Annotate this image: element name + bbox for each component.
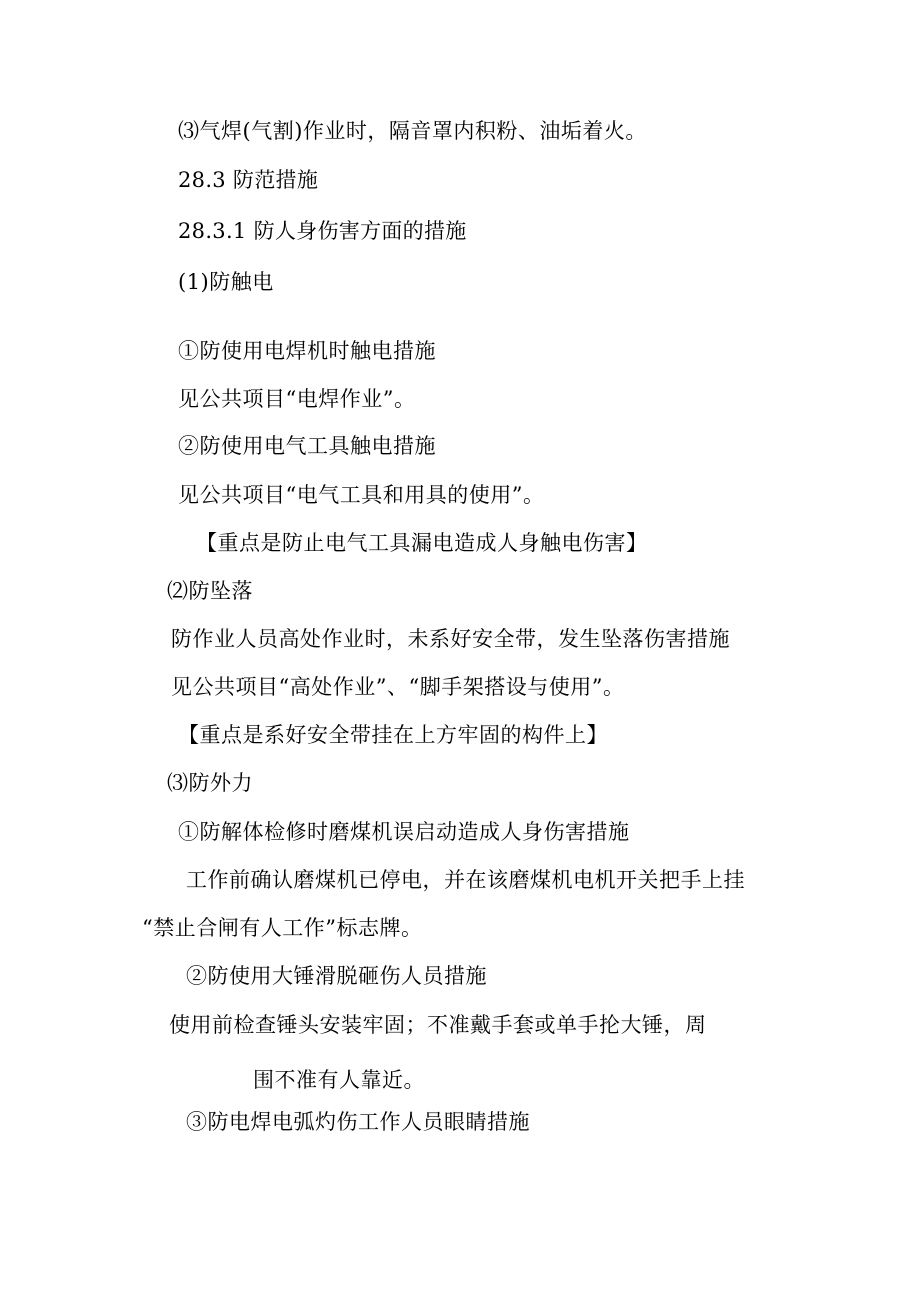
text-line: 见公共项目“电气工具和用具的使用”。 <box>178 483 545 507</box>
subsection-heading: 28.3.1 防人身伤害方面的措施 <box>178 219 467 243</box>
key-point-note: 【重点是系好安全带挂在上方牢固的构件上】 <box>178 723 608 747</box>
measure-heading: ①防解体检修时磨煤机误启动造成人身伤害措施 <box>178 820 630 844</box>
measure-heading: ②防使用电气工具触电措施 <box>178 434 436 458</box>
text-line: 工作前确认磨煤机已停电，并在该磨煤机电机开关把手上挂 <box>186 868 745 892</box>
text-line: 使用前检查锤头安装牢固；不准戴手套或单手抡大锤，周 <box>169 1013 707 1037</box>
text-line: “禁止合闸有人工作”标志牌。 <box>142 916 423 940</box>
item-heading: ⑵防坠落 <box>167 579 253 603</box>
section-heading: 28.3 防范措施 <box>178 168 319 192</box>
item-heading: ⑶防外力 <box>167 771 253 795</box>
text-line: 围不准有人靠近。 <box>253 1068 425 1092</box>
measure-heading: ②防使用大锤滑脱砸伤人员措施 <box>186 964 487 988</box>
measure-heading: ①防使用电焊机时触电措施 <box>178 339 436 363</box>
text-line: ⑶气焊(气割)作业时，隔音罩内积粉、油垢着火。 <box>178 119 647 143</box>
measure-heading: ③防电焊电弧灼伤工作人员眼睛措施 <box>186 1110 530 1134</box>
text-line: 见公共项目“电焊作业”。 <box>178 387 416 411</box>
key-point-note: 【重点是防止电气工具漏电造成人身触电伤害】 <box>196 531 648 555</box>
item-heading: (1)防触电 <box>178 270 274 294</box>
text-line: 见公共项目“高处作业”、“脚手架搭设与使用”。 <box>171 675 625 699</box>
text-line: 防作业人员高处作业时，未系好安全带，发生坠落伤害措施 <box>171 627 730 651</box>
